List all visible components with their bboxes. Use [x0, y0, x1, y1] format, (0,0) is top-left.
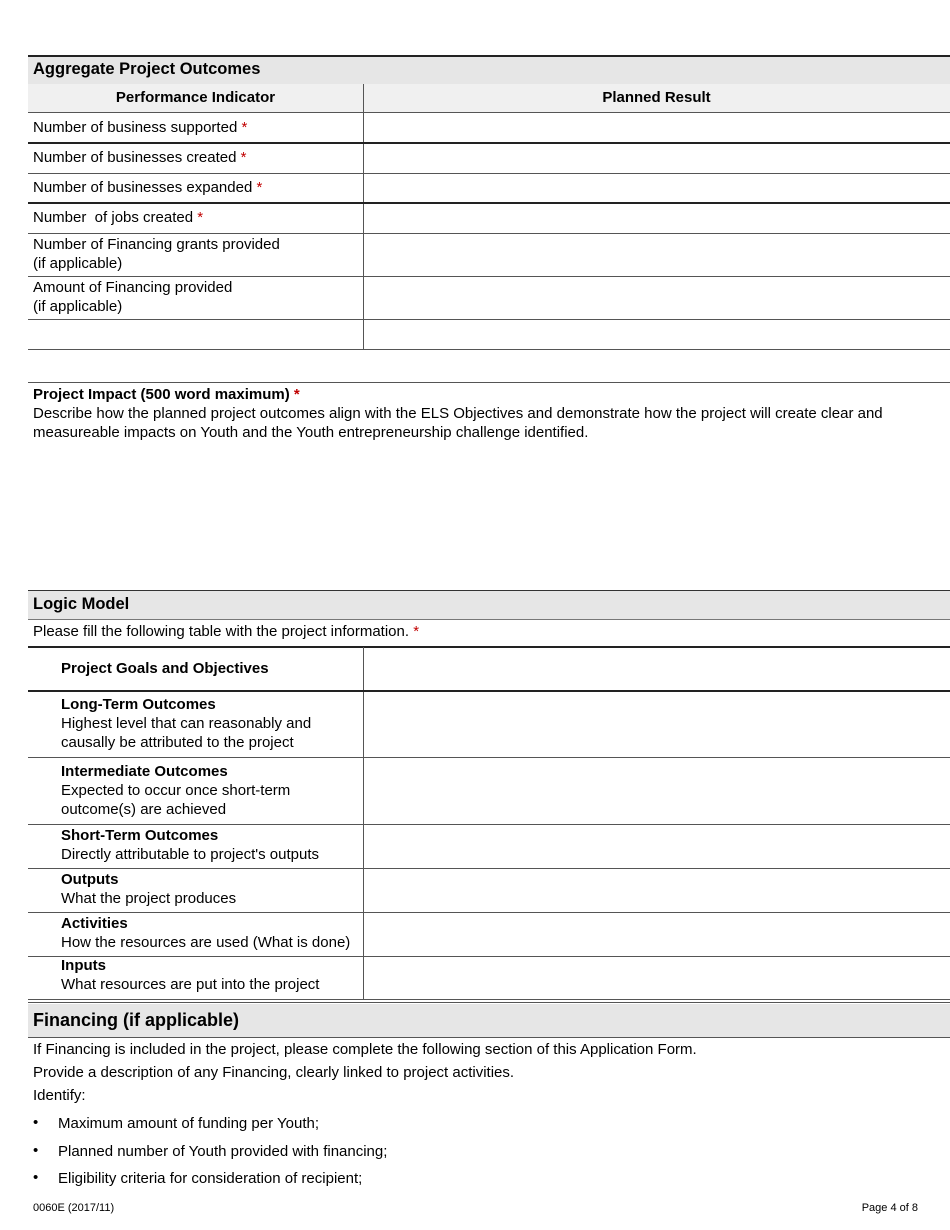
- financing-title: Financing (if applicable): [33, 1010, 240, 1030]
- impact-input[interactable]: [28, 445, 950, 585]
- planned-result-input[interactable]: [364, 204, 950, 233]
- row-heading: Intermediate Outcomes: [61, 763, 228, 780]
- logic-short-term-label: [61, 826, 319, 864]
- required-mark: *: [197, 209, 204, 226]
- indicator-financing-amount: [33, 278, 232, 316]
- bullet-item: Eligibility criteria for consideration of recipient;: [58, 1170, 363, 1187]
- indicator-label: Amount of Financing provided: [33, 279, 233, 296]
- logic-title: Logic Model: [33, 595, 130, 613]
- form-id: 0060E (2017/11): [33, 1202, 115, 1214]
- indicator-businesses-created: [33, 148, 246, 167]
- logic-outputs-label: [61, 870, 236, 908]
- row-desc: How the resources are used (What is done): [61, 934, 351, 951]
- financing-description: Provide a description of any Financing, clearly linked to project activities.: [33, 1064, 515, 1081]
- required-mark: *: [240, 149, 247, 166]
- planned-result-input[interactable]: [364, 234, 950, 276]
- col-planned-result: Planned Result: [602, 89, 711, 106]
- indicator-label: Number of businesses created: [33, 149, 237, 166]
- row-heading: Long-Term Outcomes: [61, 696, 216, 713]
- logic-intermediate-input[interactable]: [364, 758, 950, 824]
- row-heading: Activities: [61, 915, 128, 932]
- divider: [28, 349, 950, 350]
- double-divider: [28, 999, 950, 1003]
- col-performance-indicator: Performance Indicator: [115, 89, 276, 106]
- row-desc: What the project produces: [61, 890, 237, 907]
- indicator-note: (if applicable): [33, 298, 123, 315]
- logic-inputs-label: [61, 956, 319, 994]
- row-desc: What resources are put into the project: [61, 976, 320, 993]
- page-number: Page 4 of 8: [861, 1202, 918, 1214]
- row-heading: Outputs: [61, 871, 119, 888]
- required-mark: *: [241, 119, 248, 136]
- logic-goals-input[interactable]: [364, 648, 950, 690]
- planned-result-input[interactable]: [364, 320, 950, 349]
- planned-result-input[interactable]: [364, 113, 950, 142]
- bullet-item: Maximum amount of funding per Youth;: [58, 1115, 319, 1132]
- planned-result-input[interactable]: [364, 144, 950, 173]
- logic-intermediate-label: [61, 762, 290, 819]
- indicator-label: Number of business supported: [33, 119, 238, 136]
- logic-subtitle: [33, 623, 419, 640]
- indicator-label: Number of jobs created: [33, 209, 194, 226]
- financing-intro: If Financing is included in the project, please complete the following section of this Application Form.: [33, 1041, 697, 1058]
- logic-title-bar: [28, 590, 950, 620]
- indicator-businesses-supported: [33, 118, 247, 137]
- logic-subtitle-text: Please fill the following table with the project information.: [33, 623, 410, 640]
- financing-identify: Identify:: [33, 1087, 86, 1104]
- bullet-item: Planned number of Youth provided with financing;: [58, 1143, 388, 1160]
- row-desc: outcome(s) are achieved: [61, 801, 227, 818]
- indicator-label: Number of Financing grants provided: [33, 236, 280, 253]
- logic-activities-input[interactable]: [364, 913, 950, 956]
- impact-title: [33, 386, 300, 403]
- bullet-icon: •: [33, 1114, 39, 1131]
- row-desc: Expected to occur once short-term: [61, 782, 291, 799]
- logic-long-term-input[interactable]: [364, 692, 950, 757]
- required-mark: *: [293, 386, 300, 403]
- logic-long-term-label: [61, 695, 311, 752]
- logic-goals-label: Project Goals and Objectives: [61, 660, 269, 677]
- row-heading: Short-Term Outcomes: [61, 827, 219, 844]
- logic-outputs-input[interactable]: [364, 869, 950, 912]
- row-desc: Highest level that can reasonably and: [61, 715, 312, 732]
- logic-short-term-input[interactable]: [364, 825, 950, 868]
- indicator-financing-grants: [33, 235, 280, 273]
- required-mark: *: [256, 179, 263, 196]
- impact-title-text: Project Impact (500 word maximum): [33, 386, 290, 403]
- indicator-label: Number of businesses expanded: [33, 179, 253, 196]
- planned-result-input[interactable]: [364, 174, 950, 202]
- impact-description: Describe how the planned project outcomes align with the ELS Objectives and demonstrate how the project will create clear and measureable impacts on Youth and the Youth entrepreneurship challenge identified.: [33, 405, 883, 441]
- indicator-jobs-created: [33, 208, 203, 227]
- blank-indicator-input[interactable]: [28, 320, 363, 349]
- required-mark: *: [413, 623, 420, 640]
- bullet-icon: •: [33, 1169, 39, 1186]
- logic-inputs-input[interactable]: [364, 957, 950, 999]
- logic-activities-label: [61, 914, 350, 952]
- planned-result-input[interactable]: [364, 277, 950, 319]
- indicator-businesses-expanded: [33, 178, 262, 197]
- row-desc: Directly attributable to project's outputs: [61, 846, 319, 863]
- indicator-note: (if applicable): [33, 255, 123, 272]
- row-heading: Inputs: [61, 957, 106, 974]
- row-desc: causally be attributed to the project: [61, 734, 294, 751]
- divider: [28, 382, 950, 383]
- bullet-icon: •: [33, 1142, 39, 1159]
- outcomes-title: Aggregate Project Outcomes: [33, 60, 261, 78]
